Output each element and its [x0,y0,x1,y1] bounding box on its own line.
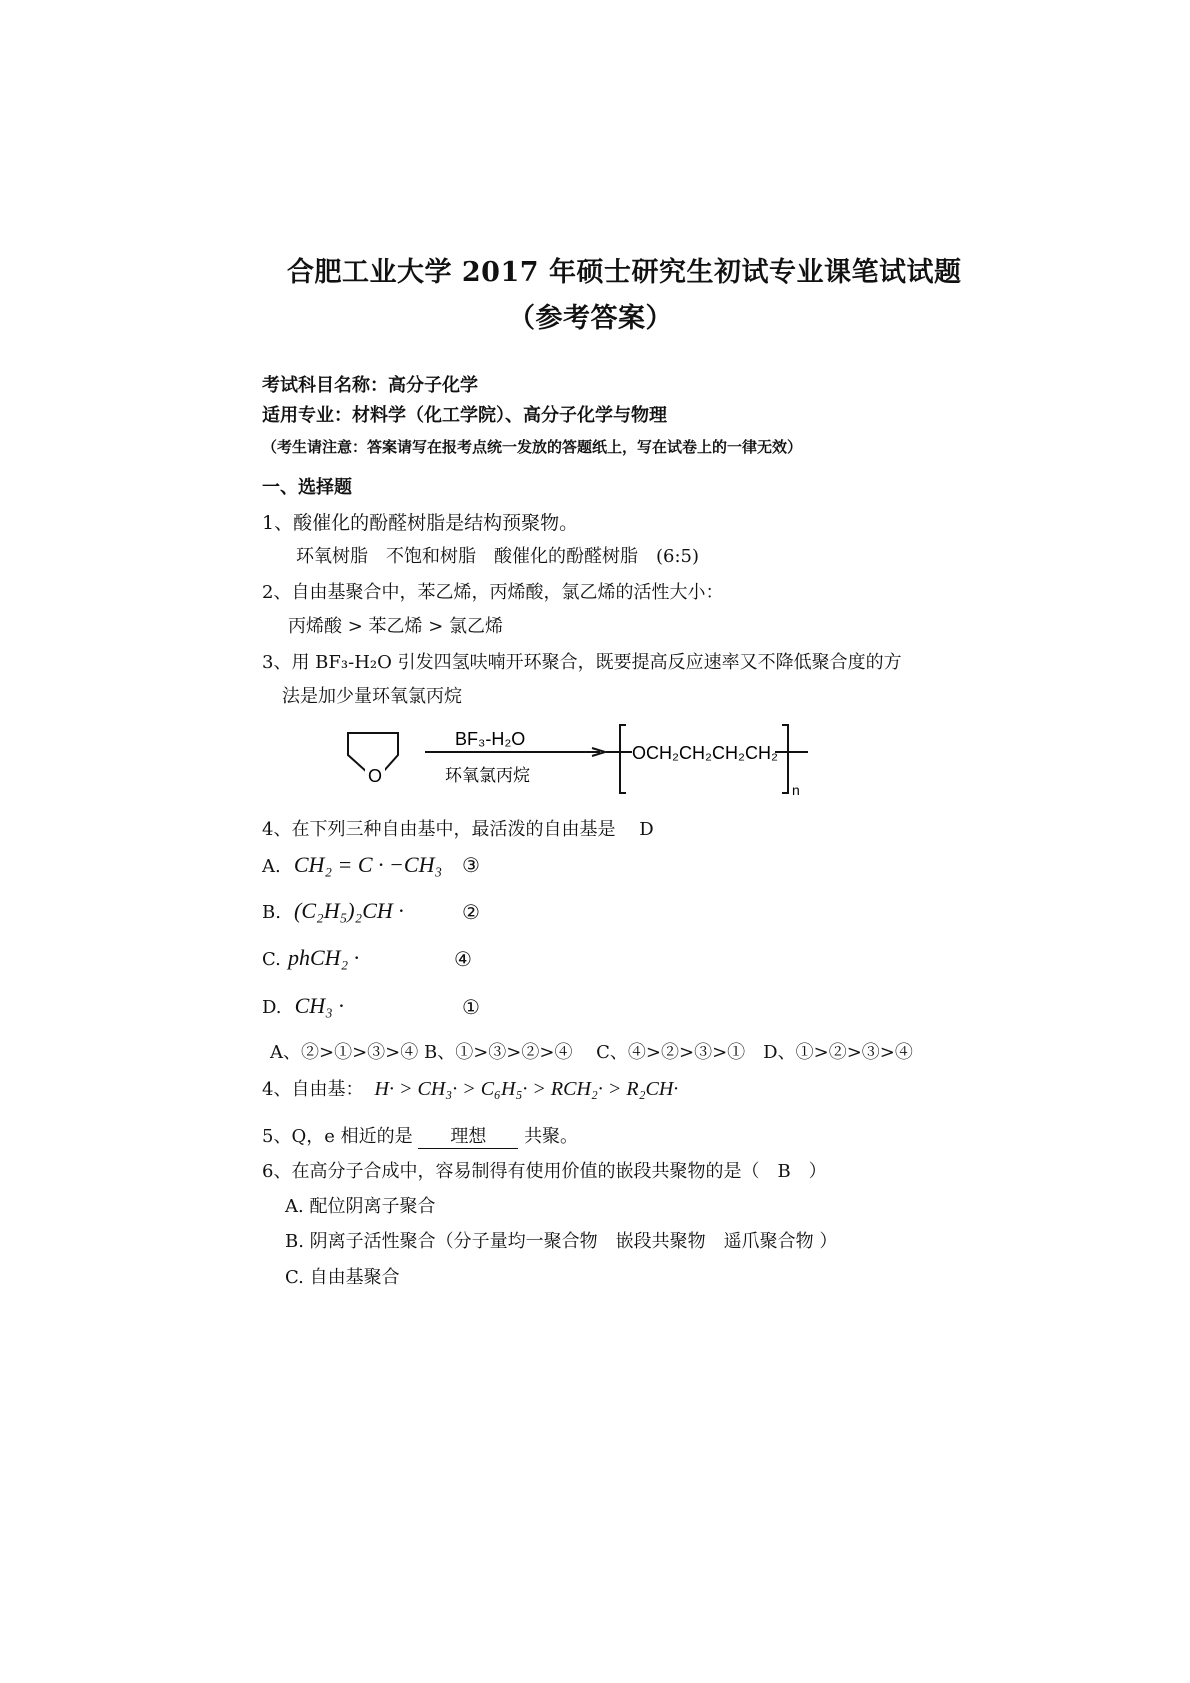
question-6: 6、在高分子合成中，容易制得有使用价值的嵌段共聚物的是（ B ） [262,1161,827,1182]
option-rank: ① [462,995,480,1019]
option-label: B. [262,902,281,923]
question-2: 2、自由基聚合中，苯乙烯，丙烯酸，氯乙烯的活性大小： [262,582,724,603]
page-title: 合肥工业大学 2017 年硕士研究生初试专业课笔试试题 [287,257,962,288]
question-5-prefix: 5、Q，e 相近的是 [262,1126,413,1147]
question-4-answer: D [639,819,654,840]
exam-major: 适用专业：材料学（化工学院）、高分子化学与物理 [262,405,667,426]
radical-note-formula: H· > CH₃· > C₆H₅· > RCH₂· > R₂CH· [374,1078,679,1100]
option-d [262,993,344,1019]
section-heading: 一、选择题 [262,477,352,498]
option-rank: ④ [454,947,472,971]
exam-subject: 考试科目名称：高分子化学 [262,375,478,396]
question-3-line-1: 3、用 BF₃-H₂O 引发四氢呋喃开环聚合，既要提高反应速率又不降低聚合度的方 [262,652,902,673]
option-label: A. [262,856,281,877]
option-b [262,898,404,924]
option-label: D. [262,997,282,1018]
radical-note-prefix: 4、自由基： [262,1079,364,1100]
repeat-unit: OCH₂CH₂CH₂CH₂ [632,743,778,763]
option-formula: (C₂H₅)₂CH · [294,898,404,923]
question-5-blank: 理想 [418,1122,518,1149]
question-5 [262,1122,578,1149]
option-rank: ② [462,900,480,924]
repeat-subscript: n [792,782,800,798]
ring-oxygen: O [368,766,383,786]
question-5-suffix: 共聚。 [524,1126,579,1147]
question-3-line-2: 法是加少量环氧氯丙烷 [282,686,462,707]
reagent-top: BF₃-H₂O [455,729,526,749]
question-4 [262,815,654,841]
reagent-bottom: 环氧氯丙烷 [445,766,530,785]
question-6-option-c: C. 自由基聚合 [285,1267,400,1288]
radical-note [262,1075,678,1101]
ordering-choices: A、②>①>③>④ B、①>③>②>④ C、④>②>③>① D、①>②>③>④ [270,1042,913,1063]
question-6-option-b: B. 阴离子活性聚合（分子量均一聚合物 嵌段共聚物 遥爪聚合物 ） [285,1231,838,1252]
question-4-text: 4、在下列三种自由基中，最活泼的自由基是 [262,819,616,840]
reaction-scheme [330,715,820,805]
option-formula: CH₃ · [294,993,344,1018]
answer-1: 环氧树脂 不饱和树脂 酸催化的酚醛树脂 (6:5) [296,546,700,567]
exam-notice: （考生请注意：答案请写在报考点统一发放的答题纸上，写在试卷上的一律无效） [262,438,803,456]
question-6-option-a: A. 配位阴离子聚合 [285,1196,436,1217]
option-label: C. [262,949,281,970]
right-bracket [782,725,788,793]
question-1: 1、酸催化的酚醛树脂是结构预聚物。 [262,512,579,534]
left-bracket [620,725,626,793]
answer-2: 丙烯酸 > 苯乙烯 > 氯乙烯 [288,616,504,637]
option-a [262,852,442,878]
option-formula: CH₂ = C · −CH₃ [293,852,443,877]
option-rank: ③ [462,853,480,877]
option-formula: phCH₂ · [287,945,360,970]
option-c [262,945,359,971]
page-subtitle: （参考答案） [508,303,673,334]
